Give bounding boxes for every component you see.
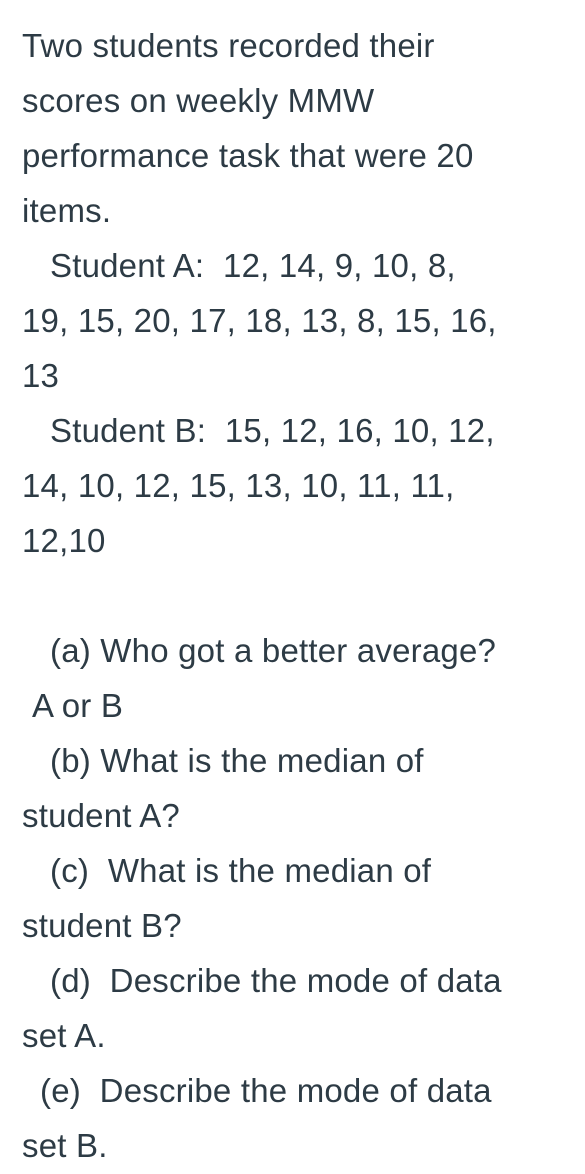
question-a: (a) Who got a better average? (50, 632, 497, 669)
student-a-scores: 19, 15, 20, 17, 18, 13, 8, 15, 16, (22, 302, 497, 339)
student-b-scores: 14, 10, 12, 15, 13, 10, 11, 11, (22, 467, 455, 504)
blank-line (22, 568, 567, 623)
question-e-continued: set B. (22, 1127, 108, 1164)
question-d-continued: set A. (22, 1017, 106, 1054)
question-c-continued: student B? (22, 907, 182, 944)
question-e: (e) Describe the mode of data (40, 1072, 492, 1109)
student-b-scores: Student B: 15, 12, 16, 10, 12, (50, 412, 495, 449)
student-a-scores: Student A: 12, 14, 9, 10, 8, (50, 247, 456, 284)
student-a-scores: 13 (22, 357, 60, 394)
question-d: (d) Describe the mode of data (50, 962, 502, 999)
problem-document (22, 18, 567, 1173)
question-c: (c) What is the median of (50, 852, 432, 889)
student-b-scores: 12,10 (22, 522, 106, 559)
intro-line: Two students recorded their (22, 27, 435, 64)
intro-line: performance task that were 20 (22, 137, 474, 174)
question-b-continued: student A? (22, 797, 180, 834)
intro-line: scores on weekly MMW (22, 82, 375, 119)
question-a-continued: A or B (32, 687, 124, 724)
question-b: (b) What is the median of (50, 742, 424, 779)
intro-line: items. (22, 192, 112, 229)
